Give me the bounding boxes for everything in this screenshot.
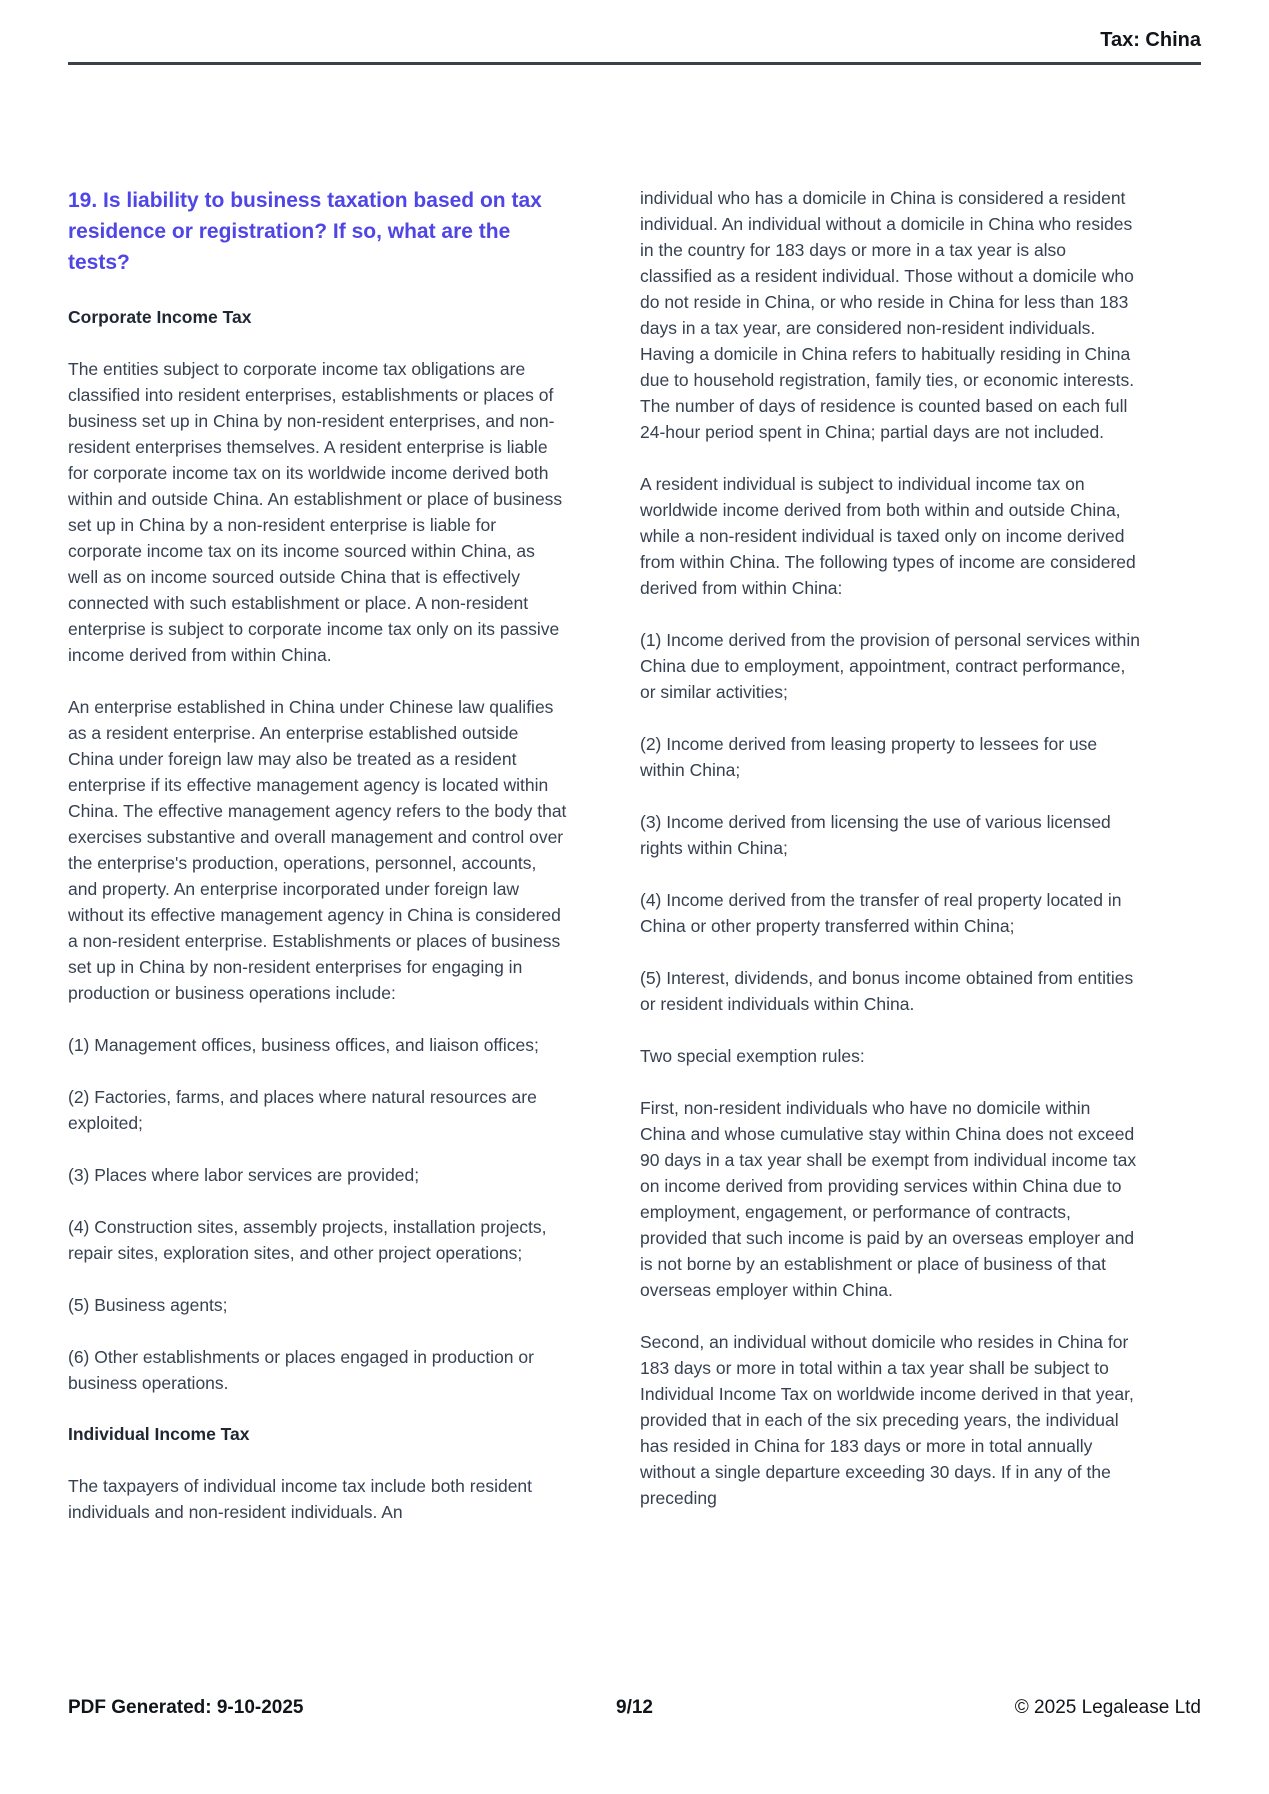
question-heading: 19. Is liability to business taxation based on tax residence or registration? If so, what are the tests?: [68, 189, 542, 274]
paragraph: An enterprise established in China under Chinese law qualifies as a resident enterprise. An enterprise established outside China under foreign law may also be treated as a resident enterprise if its effective management agency is located within China. The effective management agency refers to the body that exercises substantive and overall management and control over the enterprise's production, operations, personnel, accounts, and property. An enterprise incorporated under foreign law without its effective management agency in China is considered a non-resident enterprise. Establishments or places of business set up in China by non-resident enterprises for engaging in production or business operations include:: [68, 697, 567, 1003]
list-item-paragraph: (3) Places where labor services are provided;: [68, 1165, 420, 1185]
paragraph: individual who has a domicile in China is considered a resident individual. An individual without a domicile in China who resides in the country for 183 days or more in a tax year is also classified as a resident individual. Those without a domicile who do not reside in China, or who reside in China for less than 183 days in a tax year, are considered non-resident individuals. Having a domicile in China refers to habitually residing in China due to household registration, family ties, or economic interests. The number of days of residence is counted based on each full 24-hour period spent in China; partial days are not included.: [640, 188, 1135, 442]
list-item-paragraph: (4) Income derived from the transfer of real property located in China or other property transferred within China;: [640, 890, 1122, 936]
right-column: [640, 185, 1140, 1511]
list-item-paragraph: (2) Factories, farms, and places where natural resources are exploited;: [68, 1087, 537, 1133]
paragraph: Two special exemption rules:: [640, 1046, 865, 1066]
paragraph: First, non-resident individuals who have no domicile within China and whose cumulative stay within China does not exceed 90 days in a tax year shall be exempt from individual income tax on income derived from providing services within China due to employment, engagement, or performance of contracts, provided that such income is paid by an overseas employer and is not borne by an establishment or place of business of that overseas employer within China.: [640, 1098, 1137, 1300]
paragraph: A resident individual is subject to individual income tax on worldwide income derived from both within and outside China, while a non-resident individual is taxed only on income derived from within China. The following types of income are considered derived from within China:: [640, 474, 1136, 598]
page-number: 9/12: [616, 1697, 653, 1718]
subhead-corporate-income-tax: Corporate Income Tax: [68, 307, 252, 327]
list-item-paragraph: (1) Income derived from the provision of personal services within China due to employment, appointment, contract performance, or similar activities;: [640, 630, 1140, 702]
two-column-layout: [68, 185, 1201, 1525]
list-item-paragraph: (6) Other establishments or places engaged in production or business operations.: [68, 1347, 534, 1393]
list-item-paragraph: (4) Construction sites, assembly projects, installation projects, repair sites, exploration sites, and other project operations;: [68, 1217, 547, 1263]
pdf-generated-date: PDF Generated: 9-10-2025: [68, 1697, 304, 1718]
list-item-paragraph: (1) Management offices, business offices, and liaison offices;: [68, 1035, 539, 1055]
list-item-paragraph: (5) Interest, dividends, and bonus income obtained from entities or resident individuals within China.: [640, 968, 1134, 1014]
copyright-notice: © 2025 Legalease Ltd: [1014, 1697, 1201, 1718]
list-item-paragraph: (3) Income derived from licensing the use of various licensed rights within China;: [640, 812, 1111, 858]
list-item-paragraph: (5) Business agents;: [68, 1295, 228, 1315]
page-header: [68, 0, 1201, 65]
left-column: [68, 185, 568, 1525]
list-item-paragraph: (2) Income derived from leasing property to lessees for use within China;: [640, 734, 1098, 780]
paragraph: The entities subject to corporate income tax obligations are classified into resident enterprises, establishments or places of business set up in China by non-resident enterprises, and non-resident enterprises themselves. A resident enterprise is liable for corporate income tax on its worldwide income derived both within and outside China. An establishment or place of business set up in China by a non-resident enterprise is liable for corporate income tax on its income sourced within China, as well as on income sourced outside China that is effectively connected with such establishment or place. A non-resident enterprise is subject to corporate income tax only on its passive income derived from within China.: [68, 359, 563, 665]
paragraph: The taxpayers of individual income tax include both resident individuals and non-resident individuals. An: [68, 1476, 533, 1522]
page-footer: [68, 1697, 1201, 1719]
document-title: Tax: China: [1100, 29, 1201, 51]
header-divider: [68, 62, 1201, 65]
subhead-individual-income-tax: Individual Income Tax: [68, 1424, 250, 1444]
paragraph: Second, an individual without domicile who resides in China for 183 days or more in total within a tax year shall be subject to Individual Income Tax on worldwide income derived in that year, provided that in each of the six preceding years, the individual has resided in China for 183 days or more in total annually without a single departure exceeding 30 days. If in any of the preceding: [640, 1332, 1134, 1508]
